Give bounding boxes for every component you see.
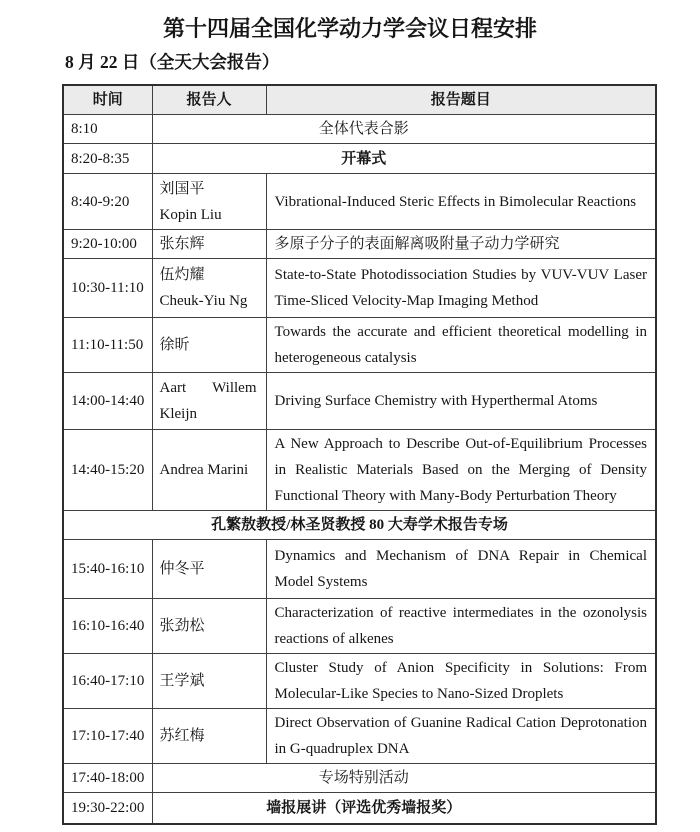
table-row [63,764,656,793]
speaker-cell [152,373,266,430]
speaker-name: Kopin Liu [159,206,222,223]
speaker-cell [152,654,266,709]
speaker-name: Cheuk-Yiu Ng [159,293,248,309]
talk-title-cell: Direct Observation of Guanine Radical Cation Deprotonation in G-quadruplex DNA [266,709,656,764]
section-header-cell: 孔繁敖教授/林圣贤教授 80 大寿学术报告专场 [63,511,656,540]
speaker-name: Andrea Marini [159,462,249,478]
column-header-time: 时间 [63,85,152,115]
talk-title-cell: Dynamics and Mechanism of DNA Repair in Chemical Model Systems [266,540,656,599]
talk-title-cell: State-to-State Photodissociation Studies by VUV-VUV Laser Time-Sliced Velocity-Map Imaging Method [266,259,656,318]
table-row [63,373,656,430]
session-label-cell: 专场特别活动 [152,764,656,793]
header-row [63,85,656,115]
talk-title-cell: Cluster Study of Anion Specificity in Solutions: From Molecular-Like Species to Nano-Sized Droplets [266,654,656,709]
speaker-name: 王学斌 [159,673,205,689]
speaker-name: 仲冬平 [159,561,205,577]
table-row [63,709,656,764]
table-row [63,318,656,373]
table-row [63,430,656,511]
time-cell: 15:40-16:10 [63,540,152,599]
speaker-name: 苏红梅 [159,728,205,744]
time-cell: 8:10 [63,115,152,144]
speaker-cell [152,318,266,373]
session-label-cell: 全体代表合影 [152,115,656,144]
table-row [63,540,656,599]
time-cell: 9:20-10:00 [63,230,152,259]
schedule-table [62,84,657,825]
column-header-speaker: 报告人 [152,85,266,115]
speaker-cell [152,259,266,318]
column-header-title: 报告题目 [266,85,656,115]
speaker-name: 张劲松 [159,618,205,634]
table-row [63,174,656,230]
time-cell: 8:20-8:35 [63,144,152,174]
time-cell: 16:40-17:10 [63,654,152,709]
speaker-name: 张东辉 [159,236,205,252]
table-row [63,230,656,259]
talk-title-cell: Towards the accurate and efficient theoretical modelling in heterogeneous catalysis [266,318,656,373]
time-cell: 11:10-11:50 [63,318,152,373]
table-row [63,654,656,709]
talk-title-cell: Vibrational-Induced Steric Effects in Bimolecular Reactions [266,174,656,230]
time-cell: 16:10-16:40 [63,599,152,654]
time-cell: 14:40-15:20 [63,430,152,511]
speaker-name: Aart Willem Kleijn [159,380,257,422]
talk-title-cell: Characterization of reactive intermediates in the ozonolysis reactions of alkenes [266,599,656,654]
table-header [63,85,656,115]
table-row [63,144,656,174]
table-row [63,115,656,144]
speaker-cell [152,540,266,599]
talk-title-cell: Driving Surface Chemistry with Hyperthermal Atoms [266,373,656,430]
table-row [63,599,656,654]
speaker-cell [152,174,266,230]
talk-title-cell: 多原子分子的表面解离吸附量子动力学研究 [266,230,656,259]
document-title: 第十四届全国化学动力学会议日程安排 [162,16,537,41]
talk-title-cell: A New Approach to Describe Out-of-Equilibrium Processes in Realistic Materials Based on the Merging of Density Functional Theory with Many-Body Perturbation Theory [266,430,656,511]
session-label-cell: 墙报展讲（评选优秀墙报奖） [152,793,656,824]
schedule-table-body [63,115,656,824]
speaker-name: 刘国平 [159,180,205,197]
time-cell: 14:00-14:40 [63,373,152,430]
table-row [63,511,656,540]
time-cell: 8:40-9:20 [63,174,152,230]
speaker-cell [152,230,266,259]
date-heading: 8 月 22 日（全天大会报告） [65,52,280,72]
time-cell: 10:30-11:10 [63,259,152,318]
speaker-cell [152,599,266,654]
time-cell: 17:40-18:00 [63,764,152,793]
table-row [63,793,656,824]
time-cell: 17:10-17:40 [63,709,152,764]
table-row [63,259,656,318]
speaker-name: 徐昕 [159,337,190,353]
speaker-cell [152,430,266,511]
session-label-cell: 开幕式 [152,144,656,174]
speaker-cell [152,709,266,764]
speaker-name: 伍灼耀 [159,267,205,283]
time-cell: 19:30-22:00 [63,793,152,824]
